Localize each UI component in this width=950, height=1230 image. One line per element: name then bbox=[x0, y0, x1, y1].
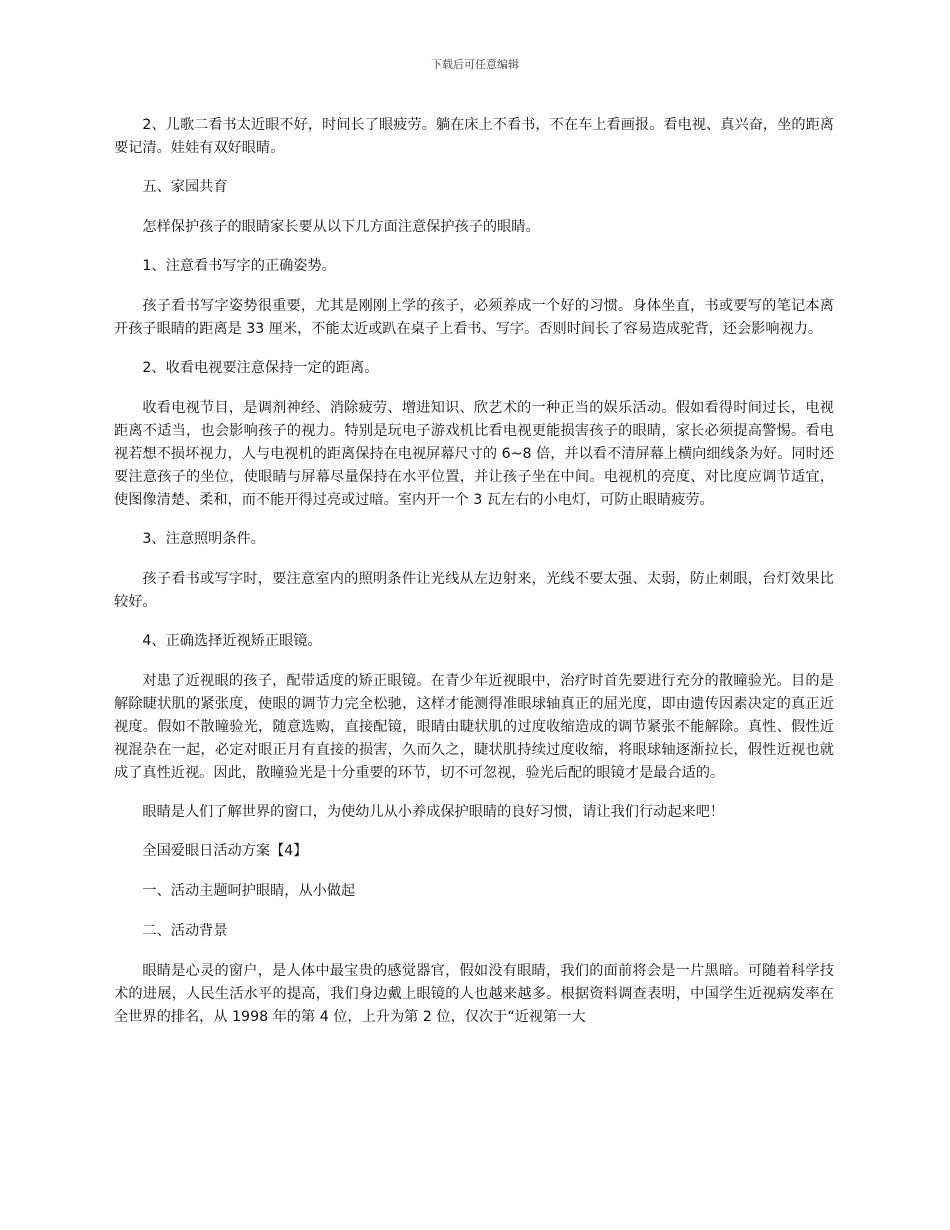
paragraph-background: 眼睛是心灵的窗户，是人体中最宝贵的感觉器官，假如没有眼睛，我们的面前将会是一片黑暗。可随着科学技术的进展，人民生活水平的提高，我们身边戴上眼镜的人也越来越多。根据资料调查表明，中国学生近视病发率在全世界的排名，从 1998 年的第 4 位，上升为第 2 位，仅次于“近视第一大 bbox=[114, 963, 834, 1025]
paragraph-children-song: 2、儿歌二看书太近眼不好，时间长了眼疲劳。躺在床上不看书，不在车上看画报。看电视、真兴奋，坐的距离要记清。娃娃有双好眼睛。 bbox=[114, 117, 834, 156]
section-heading-home-school: 五、家园共育 bbox=[142, 179, 228, 195]
paragraph-intro-eye-care: 怎样保护孩子的眼睛家长要从以下几方面注意保护孩子的眼睛。 bbox=[142, 219, 540, 235]
paragraph-glasses: 对患了近视眼的孩子，配带适度的矫正眼镜。在青少年近视眼中，治疗时首先要进行充分的散瞳验光。目的是解除睫状肌的紧张度，使眼的调节力完全松驰，这样才能测得准眼球轴真正的屈光度，即由遗传因素决定的真正近视度。假如不散瞳验光，随意选购，直接配镜，眼睛由睫状肌的过度收缩造成的调节紧张不能解除。真性、假性近视混杂在一起，必定对眼正月有直接的损害，久而久之，睫状肌持续过度收缩，将眼球轴逐渐拉长，假性近视也就成了真性近视。因此，散瞳验光是十分重要的环节，切不可忽视，验光后配的眼镜才是最合适的。 bbox=[114, 673, 834, 781]
section-heading-theme: 一、活动主题呵护眼睛，从小做起 bbox=[142, 883, 356, 899]
paragraph-tv-distance: 收看电视节目，是调剂神经、消除疲劳、增进知识、欣艺术的一种正当的娱乐活动。假如看得时间过长，电视距离不适当，也会影响孩子的视力。特别是玩电子游戏机比看电视更能损害孩子的眼睛，家长必须提高警惕。看电视若想不损坏视力，人与电视机的距离保持在电视屏幕尺寸的 6~8 倍，并以看不清屏幕上横向细线条为好。同时还要注意孩子的坐位，使眼睛与屏幕尽量保持在水平位置，并让孩子坐在中间。电视机的亮度、对比度应调节适宜，使图像清楚、柔和，而不能开得过亮或过暗。室内开一个 3 瓦左右的小电灯，可防止眼睛疲劳。 bbox=[114, 400, 834, 508]
paragraph-posture: 孩子看书写字姿势很重要，尤其是刚刚上学的孩子，必须养成一个好的习惯。身体坐直，书或要写的笔记本离开孩子眼睛的距离是 33 厘米，不能太近或趴在桌子上看书、写字。否则时间长了容易造成驼背，还会影响视力。 bbox=[114, 298, 834, 337]
paragraph-lighting: 孩子看书或写字时，要注意室内的照明条件让光线从左边射来，光线不要太强、太弱，防止刺眼，台灯效果比较好。 bbox=[114, 571, 834, 610]
document-body bbox=[114, 114, 834, 1045]
section-heading-background: 二、活动背景 bbox=[142, 923, 228, 939]
item-heading-tv-distance: 2、收看电视要注意保持一定的距离。 bbox=[142, 360, 379, 376]
paragraph-call-to-action: 眼睛是人们了解世界的窗口，为使幼儿从小养成保护眼睛的良好习惯，请让我们行动起来吧！ bbox=[142, 804, 725, 820]
section-title-plan-4: 全国爱眼日活动方案【4】 bbox=[142, 843, 308, 859]
item-heading-glasses: 4、正确选择近视矫正眼镜。 bbox=[142, 633, 322, 649]
page-header: 下载后可任意编辑 bbox=[431, 58, 519, 71]
item-heading-lighting: 3、注意照明条件。 bbox=[142, 531, 265, 547]
item-heading-posture: 1、注意看书写字的正确姿势。 bbox=[142, 258, 336, 274]
